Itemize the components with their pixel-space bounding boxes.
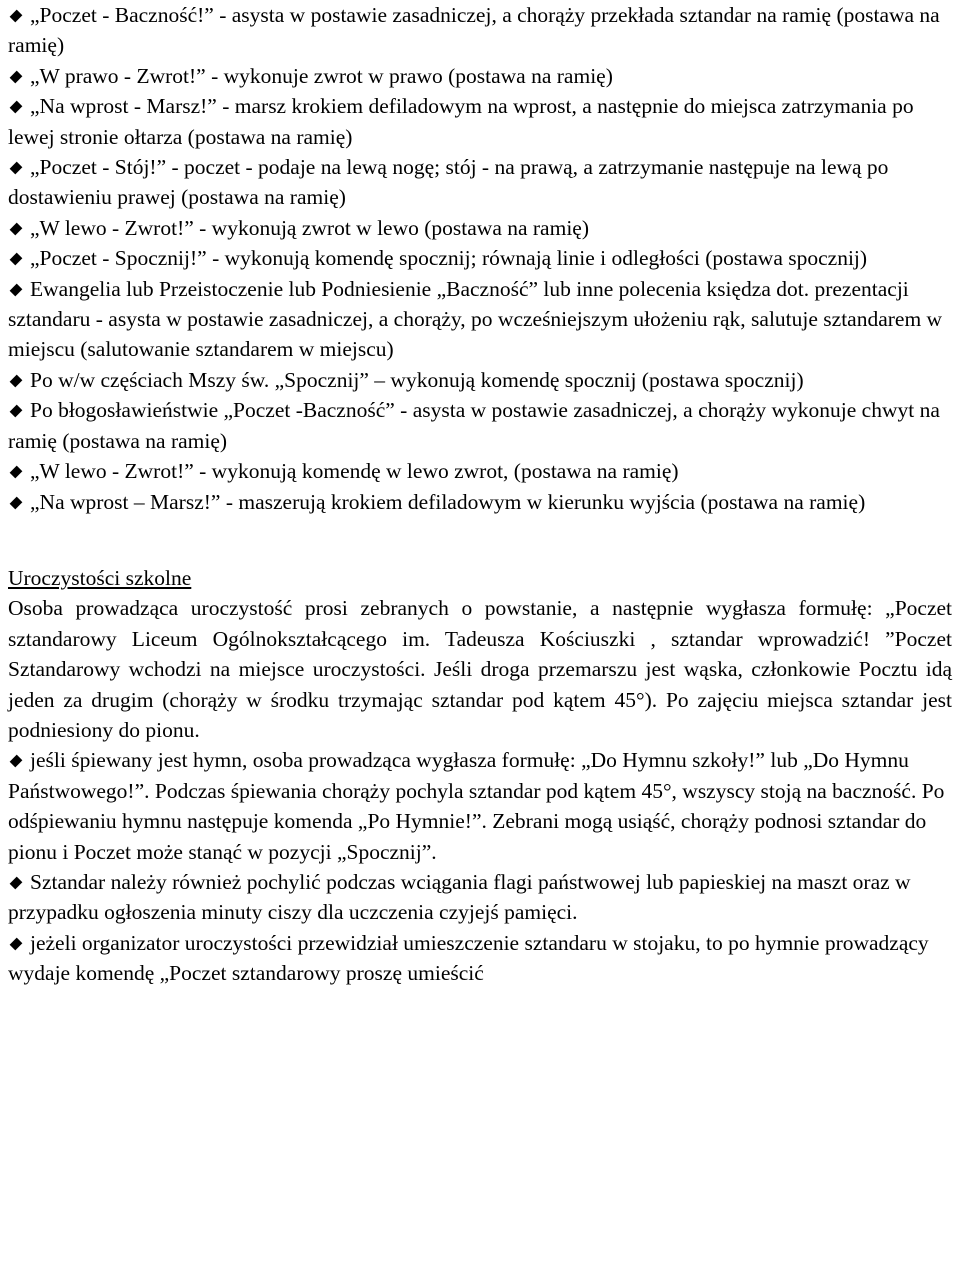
list-item [8, 243, 952, 273]
list-item [8, 745, 952, 867]
diamond-bullet-icon [10, 283, 23, 296]
list-item-text: Po w/w częściach Mszy św. „Spocznij” – wykonują komendę spocznij (postawa spocznij) [30, 367, 804, 392]
list-item-text: Po błogosławieństwie „Poczet -Baczność” - asysta w postawie zasadniczej, a chorąży wykonuje chwyt na ramię (postawa na ramię) [8, 398, 940, 453]
diamond-bullet-icon [10, 496, 23, 509]
diamond-bullet-icon [10, 10, 23, 23]
list-item-text: „W lewo - Zwrot!” - wykonują komendę w lewo zwrot, (postawa na ramię) [30, 459, 679, 484]
list-item [8, 395, 952, 456]
list-item-text: „Poczet - Spocznij!” - wykonują komendę spocznij; równają linie i odległości (postawa spocznij) [30, 246, 868, 271]
list-item [8, 456, 952, 486]
diamond-bullet-icon [10, 755, 23, 768]
list-item-text: Sztandar należy również pochylić podczas wciągania flagi państwowej lub papieskiej na maszt oraz w przypadku ogłoszenia minuty ciszy dla uczczenia czyjejś pamięci. [8, 869, 911, 925]
list-item [8, 152, 952, 213]
list-item-text: jeśli śpiewany jest hymn, osoba prowadząca wygłasza formułę: „Do Hymnu szkoły!” lub „Do Hymnu Państwowego!”. Podczas śpiewania chorąży pochyla sztandar pod kątem 45°, wszyscy stoją na baczność. Po odśpiewaniu hymnu następuje komenda „Po Hymnie!”. Zebrani mogą usiąść, chorąży podnosi sztandar do pionu i Poczet może stanąć w pozycji „Spocznij”. [8, 748, 945, 864]
list-item-text: „Poczet - Stój!” - poczet - podaje na lewą nogę; stój - na prawą, a zatrzymanie następuje na lewą po dostawieniu prawej (postawa na ramię) [8, 155, 889, 210]
list-item-text: jeżeli organizator uroczystości przewidział umieszczenie sztandaru w stojaku, to po hymnie prowadzący wydaje komendę „Poczet sztandarowy proszę umieścić [8, 930, 929, 986]
diamond-bullet-icon [10, 222, 23, 235]
diamond-bullet-icon [10, 101, 23, 114]
diamond-bullet-icon [10, 253, 23, 266]
diamond-bullet-icon [10, 162, 23, 175]
list-item [8, 213, 952, 243]
list-item-text: „Poczet - Baczność!” - asysta w postawie zasadniczej, a chorąży przekłada sztandar na ramię (postawa na ramię) [8, 3, 940, 58]
list-item [8, 867, 952, 928]
ceremony-steps-list [8, 0, 960, 517]
list-item [8, 487, 952, 517]
list-item-text: „W prawo - Zwrot!” - wykonuje zwrot w prawo (postawa na ramię) [30, 63, 613, 88]
diamond-bullet-icon [10, 877, 23, 890]
list-item [8, 61, 952, 91]
diamond-bullet-icon [10, 937, 23, 950]
list-item [8, 928, 952, 989]
list-item [8, 0, 952, 61]
list-item [8, 365, 952, 395]
diamond-bullet-icon [10, 375, 23, 388]
school-ceremony-list [8, 745, 960, 988]
section-heading: Uroczystości szkolne [8, 565, 192, 590]
diamond-bullet-icon [10, 466, 23, 479]
diamond-bullet-icon [10, 405, 23, 418]
list-item-text: Ewangelia lub Przeistoczenie lub Podniesienie „Baczność” lub inne polecenia księdza dot. prezentacji sztandaru - asysta w postawie zasadniczej, a chorąży, po wcześniejszym ułożeniu rąk, salutuje sztandarem w miejscu (salutowanie sztandarem w miejscu) [8, 276, 943, 362]
intro-paragraph: Osoba prowadząca uroczystość prosi zebranych o powstanie, a następnie wygłasza formułę: „Poczet sztandarowy Liceum Ogólnokształcącego im. Tadeusza Kościuszki , sztandar wprowadzić! ”Poczet Sztandarowy wchodzi na miejsce uroczystości. Jeśli droga przemarszu jest wąska, członkowie Pocztu idą jeden za drugim (chorąży w środku trzymając sztandar pod kątem 45°). Po zajęciu miejsca sztandar jest podniesiony do pionu. [8, 596, 952, 742]
section-spacer [8, 517, 960, 563]
list-item-text: „Na wprost – Marsz!” - maszerują krokiem defiladowym w kierunku wyjścia (postawa na ramię) [30, 489, 866, 514]
list-item-text: „W lewo - Zwrot!” - wykonują zwrot w lewo (postawa na ramię) [30, 215, 589, 240]
list-item [8, 91, 952, 152]
list-item [8, 274, 952, 365]
diamond-bullet-icon [10, 70, 23, 83]
list-item-text: „Na wprost - Marsz!” - marsz krokiem defiladowym na wprost, a następnie do miejsca zatrzymania po lewej stronie ołtarza (postawa na ramię) [8, 94, 914, 149]
